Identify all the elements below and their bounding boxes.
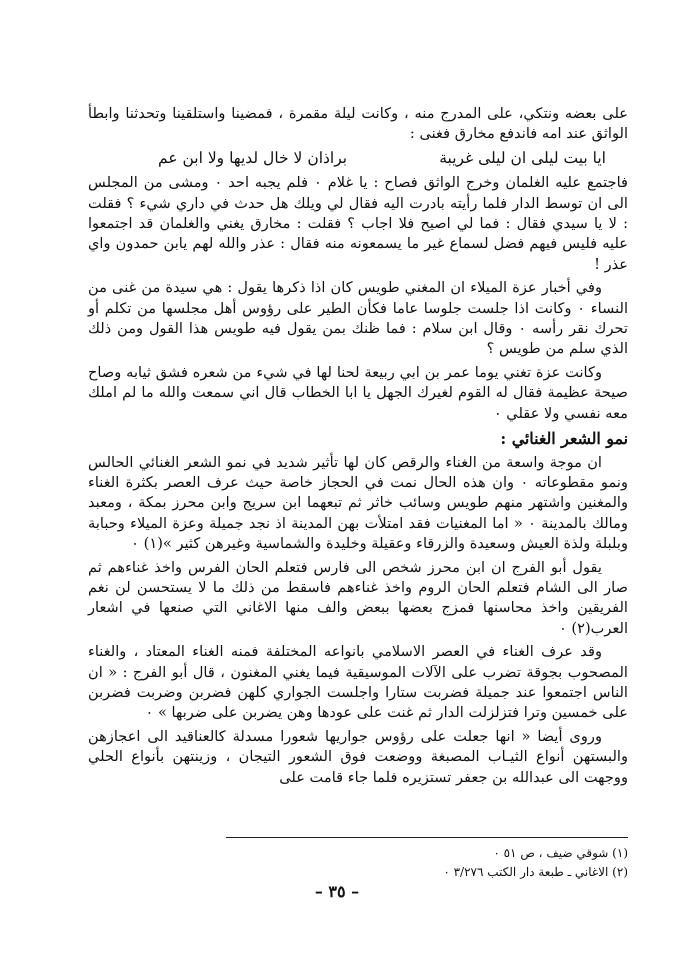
footnotes [226, 837, 628, 882]
page-number: – ٣٥ – [314, 882, 360, 901]
paragraph-ibn-muhriz: يقول أبو الفرج ان ابن محرز شخص الى فارس فتعلم الحان الفرس واخذ غناءهم ثم صار الى الشام فتعلم الحان الروم واخذ غناءهم فاسقط من ذلك ما لا يستحسن لن نغم الفريقين واخذ محاسنها فمزج بعضها ببعض والف منها الاغاني التي صنعها في اشعار العرب(٢) ٠ [88, 558, 628, 637]
paragraph-singing-types: وقد عرف الغناء في العصر الاسلامي بانواعه المختلفة فمنه الغناء المعتاد ، والغناء المصحوب بجوقة تضرب على الآلات الموسيقية فيما يغني المغنون ، قال أبو الفرج : « ان الناس اجتمعوا عند جميلة فضربت ستارا واجلست الجواري كلهن فضربن وضربت فضربن على خمسين وترا فتزلزلت الدار ثم غنت على عودها وهن يضربن على ضربها » ٠ [88, 643, 628, 722]
main-text-column [88, 104, 628, 791]
paragraph-azza-news: وفي أخبار عزة الميلاء ان المغني طويس كان اذا ذكرها يقول : هي سيدة من غنى من النساء ٠ وكانت اذا جلست جلوسا عاما فكأن الطير على رؤوس أهل مجلسها من تكلم أو تحرك نقر رأسه ٠ وقال ابن سلام : فما ظنك بمن يقول فيه طويس هذا القول ومن ذلك الذي سلم من طويس ؟ [88, 279, 628, 358]
footnote-1: (١) شوقي ضيف ، ص ٥١ ٠ [493, 846, 628, 860]
poetry-verse [88, 148, 628, 168]
verse-second-hemistich: براذان لا خال لديها ولا ابن عم [158, 148, 348, 167]
section-heading: نمو الشعر الغنائي : [500, 429, 628, 449]
footnote-2: (٢) الاغاني ـ طبعة دار الكتب ٣/٢٧٦ ٠ [443, 865, 628, 879]
verse-first-hemistich: ايا بيت ليلى ان ليلى غريبة [439, 148, 606, 167]
paragraph-singing-wave: ان موجة واسعة من الغناء والرقص كان لها تأثير شديد في نمو الشعر الغنائي الحالس ونمو مقطوعاته ٠ وان هذه الحال نمت في الحجاز خاصة حيث عرف العصر بكثرة الغناء والمغنين واشتهر منهم طويس وسائب خاثر ثم تبعهما ابن سريج وابن محرز بمكة ، ومعبد ومالك بالمدينة ٠ « اما المغنيات فقد امتلأت بهن المدينة اذ نجد جميلة وعزة الميلاء وحبابة وبلبلة ولذة العيش وسعيدة والزرقاء وعقيلة وخليدة والشماسية وغيرهن كثير »(١) ٠ [88, 453, 628, 553]
paragraph-azza-singing: وكانت عزة تغني يوما عمر بن ابي ربيعة لحنا لها في شيء من شعره فشق ثيابه وصاح صيحة عظيمة فقال له القوم لغيرك الجهل يا ابا الخطاب قال اني سمعت والله ما لم املك معه نفسي ولا عقلي ٠ [88, 363, 628, 422]
paragraph-wathiq-story: فاجتمع عليه الغلمان وخرج الواثق فصاح : يا غلام ٠ فلم يجبه احد ٠ ومشى من المجلس الى ان توسط الدار فلما رأيته بادرت اليه فقال لي ويلك هل حدث في داري شيء ؟ فقلت : لا يا سيدي فقال : فما لي اصيح فلا اجاب ؟ فقلت : مخارق يغني والغلمان قد اجتمعوا عليه فليس فيهم فضل لسماع غير ما يسمعونه منه فقال : عذر والله لهم يابن حمدون واي عذر ! [88, 174, 629, 273]
paragraph-jamila-jawari: وروى أيضا « انها جعلت على رؤوس جواريها شعورا مسدلة كالعناقيد الى اعجازهن والبستهن أنواع الثيـاب المصبغة ووضعت فوق الشعور التيجان ، وزينتهن بأنواع الحلي ووجهت الى عبدالله بن جعفر تستزيره فلما جاء قامت على [88, 727, 628, 786]
paragraph-continued: على بعضه ونتكي، على المدرج منه ، وكانت ليلة مقمرة ، فمضينا واستلقينا وتحدثنا وابطأ الواثق عند امه فاندفع مخارق فغنى : [88, 105, 628, 143]
